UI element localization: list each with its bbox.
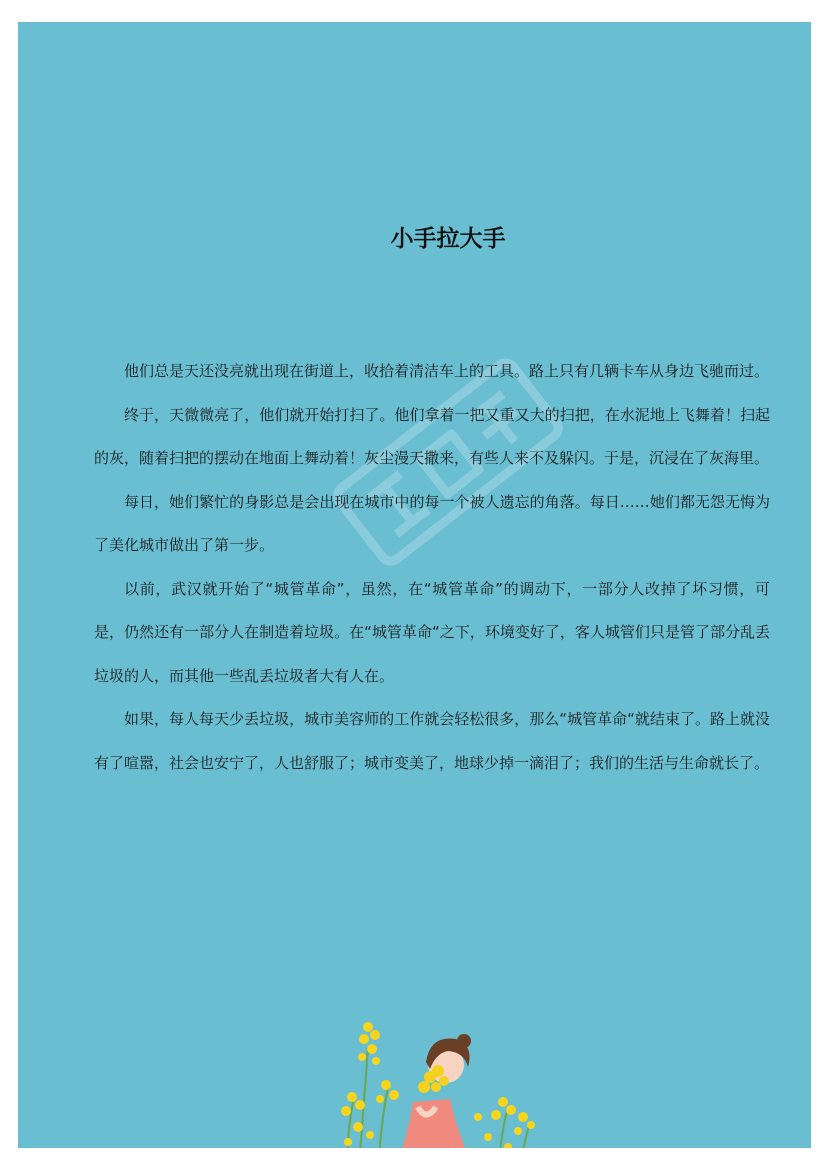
paragraph: 每日，她们繁忙的身影总是会出现在城市中的每一个被人遗忘的角落。每日……她们都无怨无悔为了美化城市做出了第一步。 [94, 492, 770, 554]
paragraph: 终于，天微微亮了，他们就开始打扫了。他们拿着一把又重又大的扫把，在水泥地上飞舞着！扫起的灰，随着扫把的摆动在地面上舞动着！灰尘漫天撒来，有些人来不及躲闪。于是，沉浸在了灰海里。 [94, 405, 770, 467]
paragraph: 他们总是天还没亮就出现在街道上，收拾着清洁车上的工具。路上只有几辆卡车从身边飞驰而过。 [124, 362, 770, 380]
document-panel [18, 22, 811, 1148]
paragraph: 以前，武汉就开始了“城管革命”，虽然，在“城管革命”的调动下，一部分人改掉了坏习惯，可是，仍然还有一部分人在制造着垃圾。在“城管革命“之下，环境变好了，客人城管们只是管了部分乱丢垃圾的人，而其他一些乱丢垃圾者大有人在。 [94, 579, 770, 685]
paragraph: 如果，每人每天少丢垃圾，城市美容师的工作就会轻松很多，那么“城管革命“就结束了。路上就没有了喧嚣，社会也安宁了，人也舒服了；城市变美了，地球少掉一滴泪了；我们的生活与生命就长了。 [94, 710, 770, 772]
girl-with-flowers-illustration [318, 1007, 558, 1148]
document-body [94, 350, 770, 785]
document-title: 小手拉大手 [390, 226, 506, 252]
